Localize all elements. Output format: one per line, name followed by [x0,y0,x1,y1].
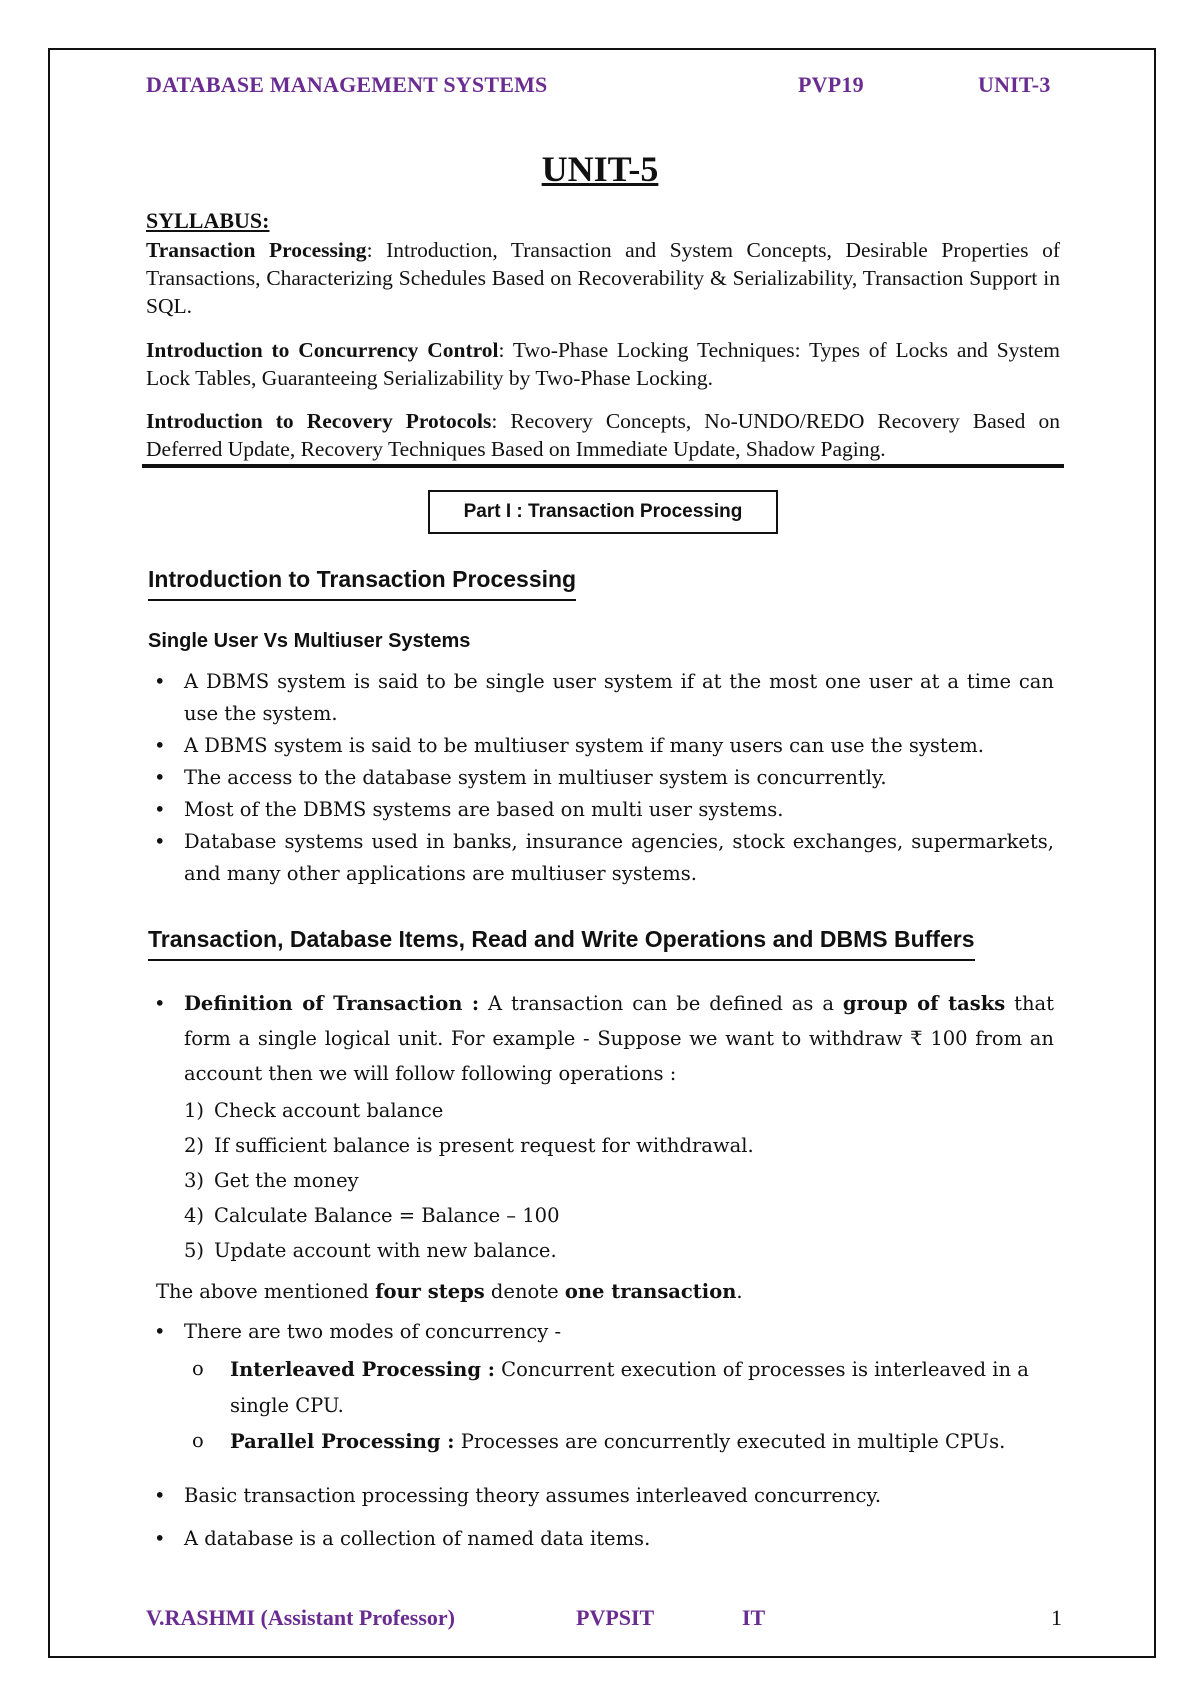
syllabus-p3-bold: Introduction to Recovery Protocols [146,409,492,433]
list-item [184,1128,754,1163]
list-item: • A DBMS system is said to be multiuser system if many users can use the system. [150,730,1054,762]
summary-text: The above mentioned [156,1280,376,1303]
list-item [184,1093,754,1128]
part-title-box: Part I : Transaction Processing [428,490,778,534]
summary-text: denote [484,1280,565,1303]
syllabus-p2-bold: Introduction to Concurrency Control [146,338,499,362]
list-item: • Database systems used in banks, insurance agencies, stock exchanges, supermarkets, and many other applications are multiuser systems. [150,826,1054,890]
header-subject: DATABASE MANAGEMENT SYSTEMS [146,72,548,97]
section-divider [142,464,1064,468]
mode-text: Processes are concurrently executed in multiple CPUs. [454,1430,1006,1453]
definition-bullet [150,986,1054,1091]
mode-label: Interleaved Processing : [230,1358,495,1381]
footer-dept: IT [742,1605,766,1630]
definition-text-2: that form a single logical unit. For example - Suppose we want to withdraw ₹ 100 from an account then we will follow following operations : [184,992,1054,1085]
list-item [184,1198,754,1233]
page-title: UNIT-5 [541,149,659,189]
step-text: Calculate Balance = Balance – 100 [214,1204,560,1227]
list-item: • The access to the database system in multiuser system is concurrently. [150,762,1054,794]
list-item [192,1352,1054,1424]
list-item: • Most of the DBMS systems are based on multi user systems. [150,794,1054,826]
footer-college: PVPSIT [576,1605,655,1630]
subheading-single-multi: Single User Vs Multiuser Systems [148,630,471,652]
syllabus-p1-text: : Introduction, Transaction and System Concepts, Desirable Properties of Transactions, Characterizing Schedules Based on Recoverability & Serializability, Transaction Support in SQL. [146,238,1060,318]
list-item: • A DBMS system is said to be single user system if at the most one user at a time can use the system. [150,666,1054,730]
syllabus-p2-text: : Two-Phase Locking Techniques: Types of Locks and System Lock Tables, Guaranteeing Serializability by Two-Phase Locking. [146,338,1061,390]
step-number: 3) [184,1169,205,1192]
step-text: Update account with new balance. [214,1239,557,1262]
list-item: • There are two modes of concurrency - [150,1316,1054,1348]
page-number: 1 [1051,1605,1062,1630]
mode-text: Concurrent execution of processes is interleaved in a single CPU. [230,1358,1029,1417]
syllabus-paragraph-2 [146,336,1060,392]
step-number: 2) [184,1134,205,1157]
step-text: Get the money [214,1169,359,1192]
header-code: PVP19 [798,72,864,97]
syllabus-paragraph-1 [146,236,1060,320]
list-item [184,1233,754,1268]
page-footer [146,1605,1062,1635]
footer-author: V.RASHMI (Assistant Professor) [146,1605,456,1630]
header-unit: UNIT-3 [978,72,1051,97]
list-item [184,1163,754,1198]
list-item [150,986,1054,1091]
syllabus-p1-bold: Transaction Processing [146,238,367,262]
mode-label: Parallel Processing : [230,1430,455,1453]
list-item: • Basic transaction processing theory assumes interleaved concurrency. [150,1474,1054,1517]
summary-text: . [736,1280,743,1303]
step-number: 1) [184,1099,205,1122]
step-text: Check account balance [214,1099,444,1122]
summary-emphasis-1: four steps [375,1280,485,1303]
definition-label: Definition of Transaction : [184,992,480,1015]
step-number: 5) [184,1239,205,1262]
summary-emphasis-2: one transaction [564,1280,737,1303]
definition-text-1: A transaction can be defined as a [479,992,843,1015]
syllabus-heading: SYLLABUS: [146,208,270,233]
transaction-steps-list [184,1093,754,1268]
list-item [192,1424,1054,1460]
syllabus-paragraph-3 [146,407,1060,463]
transaction-summary [156,1280,743,1303]
step-text: If sufficient balance is present request for withdrawal. [214,1134,754,1157]
concurrency-modes-list [192,1352,1054,1460]
tail-bullet-list [150,1474,1054,1560]
section-heading-intro: Introduction to Transaction Processing [148,566,576,601]
syllabus-p3-text: : Recovery Concepts, No-UNDO/REDO Recovery Based on Deferred Update, Recovery Techniques Based on Immediate Update, Shadow Paging. [146,409,1060,461]
section-heading-transaction: Transaction, Database Items, Read and Write Operations and DBMS Buffers [148,926,975,961]
list-item: • A database is a collection of named data items. [150,1517,1054,1560]
page-header [146,72,1062,102]
modes-intro-bullet [150,1316,1054,1348]
definition-emphasis: group of tasks [842,992,1006,1015]
step-number: 4) [184,1204,205,1227]
intro-bullet-list [150,666,1054,890]
